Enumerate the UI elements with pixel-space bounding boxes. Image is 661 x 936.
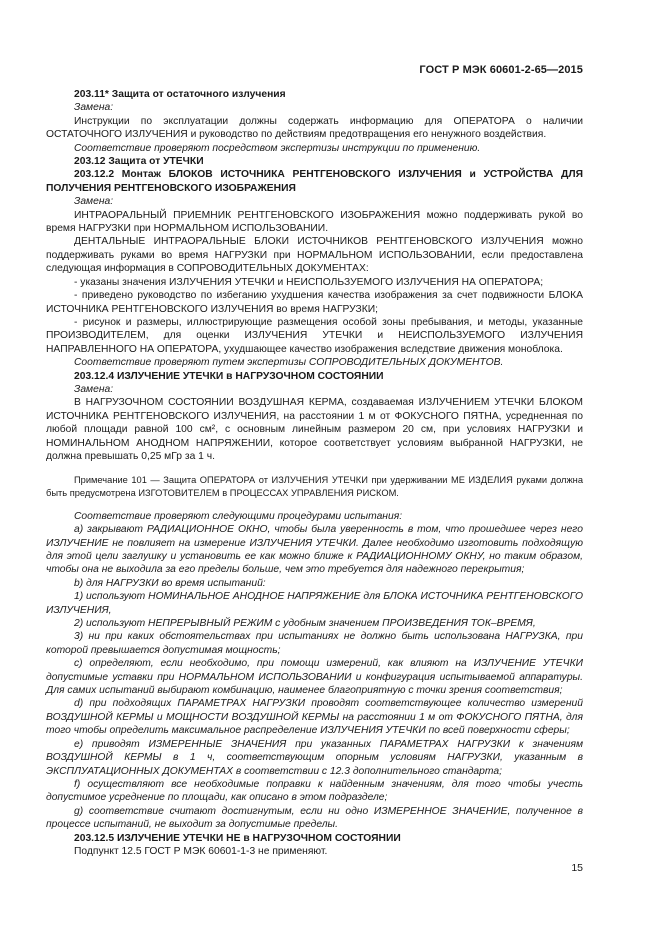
italic-paragraph: 2) используют НЕПРЕРЫВНЫЙ РЕЖИМ с удобным значением ПРОИЗВЕДЕНИЯ ТОК–ВРЕМЯ, <box>74 618 536 630</box>
section-heading: 203.12.2 Монтаж БЛОКОВ ИСТОЧНИКА РЕНТГЕНОВСКОГО ИЗЛУЧЕНИЯ и УСТРОЙСТВА ДЛЯ ПОЛУЧЕНИЯ РЕНТГЕНОВСКОГО ИЗОБРАЖЕНИЯ <box>46 169 583 194</box>
paragraph: - указаны значения ИЗЛУЧЕНИЯ УТЕЧКИ и НЕИСПОЛЬЗУЕМОГО ИЗЛУЧЕНИЯ НА ОПЕРАТОРА; <box>74 276 544 288</box>
italic-paragraph: Соответствие проверяют путем экспертизы СОПРОВОДИТЕЛЬНЫХ ДОКУМЕНТОВ. <box>74 357 504 369</box>
paragraph: ИНТРАОРАЛЬНЫЙ ПРИЕМНИК РЕНТГЕНОВСКОГО ИЗОБРАЖЕНИЯ можно поддерживать рукой во время НАГРУЗКИ при НОРМАЛЬНОМ ИСПОЛЬЗОВАНИИ. <box>46 209 583 235</box>
paragraph: ДЕНТАЛЬНЫЕ ИНТРАОРАЛЬНЫЕ БЛОКИ ИСТОЧНИКОВ РЕНТГЕНОВСКОГО ИЗЛУЧЕНИЯ можно поддерживать руками во время НАГРУЗКИ при НОРМАЛЬНОМ ИСПОЛЬЗОВАНИИ, если предоставлена следующая информация в СОПРОВОДИТЕЛЬНЫХ ДОКУМЕНТАХ: <box>46 236 583 275</box>
paragraph: - приведено руководство по избеганию ухудшения качества изображения за счет подвижности БЛОКА ИСТОЧНИКА РЕНТГЕНОВСКОГО ИЗЛУЧЕНИЯ во время НАГРУЗКИ; <box>46 290 583 315</box>
italic-paragraph: f) осуществляют все необходимые поправки к найденным значениям, для того чтобы учесть допустимое усреднение по площади, как описано в этом подразделе; <box>46 778 583 804</box>
section-heading: 203.11* Защита от остаточного излучения <box>74 89 286 100</box>
paragraph: - рисунок и размеры, иллюстрирующие размещения особой зоны пребывания, и методы, указанные ПРОИЗВОДИТЕЛЕМ, для оценки ИЗЛУЧЕНИЯ УТЕЧКИ и НЕИСПОЛЬЗУЕМОГО ИЗЛУЧЕНИЯ НАПРАВЛЕННОГО НА ОПЕРАТОРА, ухудшающее качество изображения вследствие движения моноблока. <box>46 316 583 355</box>
paragraph: В НАГРУЗОЧНОМ СОСТОЯНИИ ВОЗДУШНАЯ КЕРМА, создаваемая ИЗЛУЧЕНИЕМ УТЕЧКИ БЛОКОМ ИСТОЧНИКА РЕНТГЕНОВСКОГО ИЗЛУЧЕНИЯ, на расстоянии 1 м от ФОКУСНОГО ПЯТНА, усредненная по любой площади равной 100 см², с основным линейным размером 20 см, при условиях НАГРУЗКИ и НОМИНАЛЬНОМ АНОДНОМ НАПРЯЖЕНИИ, которое соответствует условиям выбранной НАГРУЗКИ, не должна превышать 0,25 мГр за 1 ч. <box>46 397 583 462</box>
italic-paragraph: с) определяют, если необходимо, при помощи измерений, как влияют на ИЗЛУЧЕНИЕ УТЕЧКИ допустимые уставки при НОРМАЛЬНОМ ИСПОЛЬЗОВАНИИ и конфигурация испытываемой аппаратуры. Для самих испытаний выбирают комбинацию, наименее благоприятную с точки зрения соответствия; <box>46 658 583 697</box>
page-number: 15 <box>571 862 583 874</box>
standard-header: ГОСТ Р МЭК 60601-2-65—2015 <box>419 64 583 76</box>
section-heading: 203.12.4 ИЗЛУЧЕНИЕ УТЕЧКИ в НАГРУЗОЧНОМ СОСТОЯНИИ <box>74 370 384 382</box>
section-heading: 203.12 Защита от УТЕЧКИ <box>74 156 204 168</box>
italic-paragraph: 1) используют НОМИНАЛЬНОЕ АНОДНОЕ НАПРЯЖЕНИЕ для БЛОКА ИСТОЧНИКА РЕНТГЕНОВСКОГО ИЗЛУЧЕНИЯ, <box>46 591 583 616</box>
spacer <box>46 499 583 510</box>
italic-paragraph: 3) ни при каких обстоятельствах при испытаниях не должно быть использована НАГРУЗКА, при которой превышается допустимая мощность; <box>46 631 583 656</box>
italic-paragraph: Соответствие проверяют следующими процедурами испытания: <box>74 510 403 522</box>
italic-paragraph: g) соответствие считают достигнутым, если ни одно ИЗМЕРЕННОЕ ЗНАЧЕНИЕ, полученное в процессе испытаний, не выходит за допустимые пределы. <box>46 805 583 831</box>
note: Примечание 101 — Защита ОПЕРАТОРА от ИЗЛУЧЕНИЯ УТЕЧКИ при удерживании МЕ ИЗДЕЛИЯ руками должна быть предусмотрена ИЗГОТОВИТЕЛЕМ в ПРОЦЕССАХ УПРАВЛЕНИЯ РИСКОМ. <box>46 475 583 498</box>
italic-paragraph: Замена: <box>74 102 114 114</box>
italic-paragraph: Замена: <box>74 196 114 208</box>
italic-paragraph: е) приводят ИЗМЕРЕННЫЕ ЗНАЧЕНИЯ при указанных ПАРАМЕТРАХ НАГРУЗКИ к значениям ВОЗДУШНОЙ КЕРМЫ в 1 ч, соответствующим опорным условиям НАГРУЗКИ, указанным в ЭКСПЛУАТАЦИОННЫХ ДОКУМЕНТАХ в соответствии с 12.3 дополнительного стандарта; <box>46 738 583 777</box>
italic-paragraph: Замена: <box>74 383 114 395</box>
italic-paragraph: d) при подходящих ПАРАМЕТРАХ НАГРУЗКИ проводят соответствующее количество измерений ВОЗДУШНОЙ КЕРМЫ и МОЩНОСТИ ВОЗДУШНОЙ КЕРМЫ на расстоянии 1 м от ФОКУСНОГО ПЯТНА, для того чтобы определить максимальное распределение ИЗЛУЧЕНИЯ УТЕЧКИ по всей поверхности сферы; <box>46 698 583 737</box>
section-heading: 203.12.5 ИЗЛУЧЕНИЕ УТЕЧКИ НЕ в НАГРУЗОЧНОМ СОСТОЯНИИ <box>74 832 401 844</box>
italic-paragraph: b) для НАГРУЗКИ во время испытаний: <box>74 577 266 589</box>
document-body <box>46 88 583 858</box>
italic-paragraph: а) закрывают РАДИАЦИОННОЕ ОКНО, чтобы была уверенность в том, что прошедшее через него ИЗЛУЧЕНИЕ не повлияет на измерение ИЗЛУЧЕНИЯ УТЕЧКИ. Далее необходимо изготовить подходящую для этой цели заглушку и установить ее как можно ближе к РАДИАЦИОННОМУ ОКНУ, но таким образом, чтобы она не выходила за его пределы больше, чем это требуется для надежного перекрытия; <box>46 524 583 576</box>
paragraph: Инструкции по эксплуатации должны содержать информацию для ОПЕРАТОРА о наличии ОСТАТОЧНОГО ИЗЛУЧЕНИЯ и руководство по действиям предотвращения его ненужного воздействия. <box>46 115 583 141</box>
paragraph: Подпункт 12.5 ГОСТ Р МЭК 60601-1-3 не применяют. <box>74 845 328 857</box>
italic-paragraph: Соответствие проверяют посредством экспертизы инструкции по применению. <box>74 142 481 154</box>
